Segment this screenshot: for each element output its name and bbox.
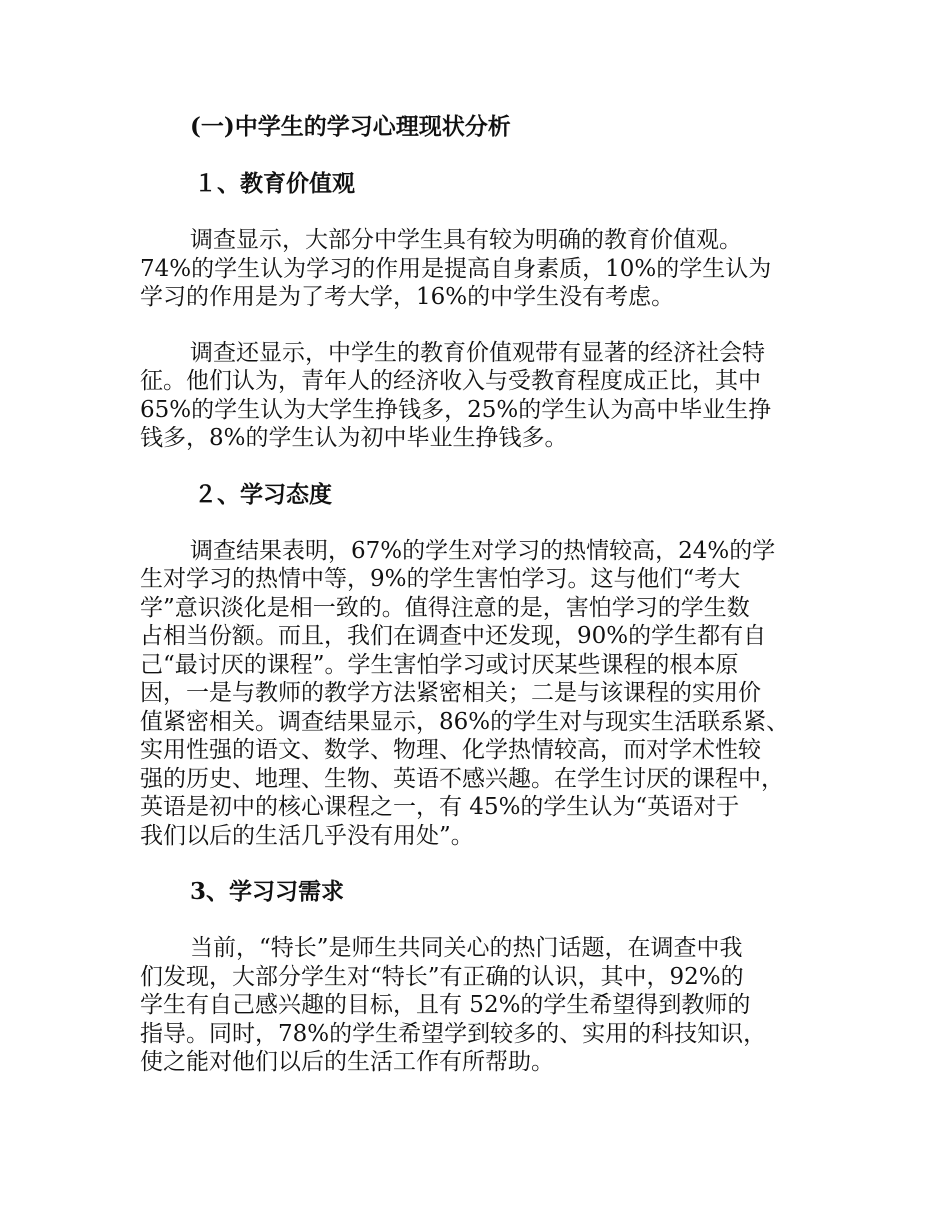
text-line: 占相当份额。而且，我们在调查中还发现，90%的学生都有自 — [140, 623, 767, 649]
document-title: (一)中学生的学习心理现状分析 — [190, 113, 511, 140]
section-heading-learning-attitude: ２、学习态度 — [194, 480, 332, 508]
paragraph-education-values-2 — [140, 339, 830, 453]
text-line: 值紧密相关。调查结果显示，86%的学生对与现实生活联系紧、 — [140, 708, 790, 735]
section-heading-education-values: １、教育价值观 — [194, 170, 355, 197]
text-line: 英语是初中的核心课程之一，有 45%的学生认为“英语对于 — [140, 794, 740, 820]
document-page — [140, 112, 830, 1104]
text-line: 调查显示，大部分中学生具有较为明确的教育价值观。 — [190, 227, 742, 253]
text-line: 们发现，大部分学生对“特长”有正确的认识，其中，92%的 — [140, 963, 744, 990]
text-line: 因，一是与教师的教学方法紧密相关；二是与该课程的实用价 — [140, 680, 761, 706]
text-line: 当前，“特长”是师生共同关心的热门话题，在调查中我 — [190, 935, 743, 961]
text-line: 学”意识淡化是相一致的。值得注意的是，害怕学习的学生数 — [140, 594, 750, 621]
text-line: 实用性强的语文、数学、物理、化学热情较高，而对学术性较 — [140, 737, 761, 763]
text-line: 生对学习的热情中等，9%的学生害怕学习。这与他们“考大 — [140, 566, 741, 592]
paragraph-learning-needs — [140, 934, 830, 1077]
text-line: 调查结果表明，67%的学生对学习的热情较高，24%的学 — [190, 537, 776, 564]
paragraph-learning-attitude — [140, 537, 830, 851]
text-line: 使之能对他们以后的生活工作有所帮助。 — [140, 1049, 554, 1075]
text-line: 己“最讨厌的课程”。学生害怕学习或讨厌某些课程的根本原 — [140, 651, 739, 678]
text-line: 学习的作用是为了考大学，16%的中学生没有考虑。 — [140, 284, 675, 310]
text-line: 74%的学生认为学习的作用是提高自身素质，10%的学生认为 — [140, 255, 772, 282]
text-line: 征。他们认为，青年人的经济收入与受教育程度成正比，其中 — [140, 368, 761, 394]
text-line: 65%的学生认为大学生挣钱多，25%的学生认为高中毕业生挣 — [140, 396, 772, 423]
text-line: 钱多，8%的学生认为初中毕业生挣钱多。 — [140, 425, 568, 451]
text-line: 调查还显示，中学生的教育价值观带有显著的经济社会特 — [190, 339, 765, 366]
text-line: 指导。同时，78%的学生希望学到较多的、实用的科技知识， — [140, 1020, 767, 1047]
section-heading-learning-needs: 3、学习习需求 — [190, 878, 345, 905]
text-line: 学生有自己感兴趣的目标，且有 52%的学生希望得到教师的 — [140, 992, 751, 1018]
text-line: 我们以后的生活几乎没有用处”。 — [140, 822, 474, 849]
paragraph-education-values-1 — [140, 226, 830, 312]
text-line: 强的历史、地理、生物、英语不感兴趣。在学生讨厌的课程中， — [140, 765, 784, 792]
